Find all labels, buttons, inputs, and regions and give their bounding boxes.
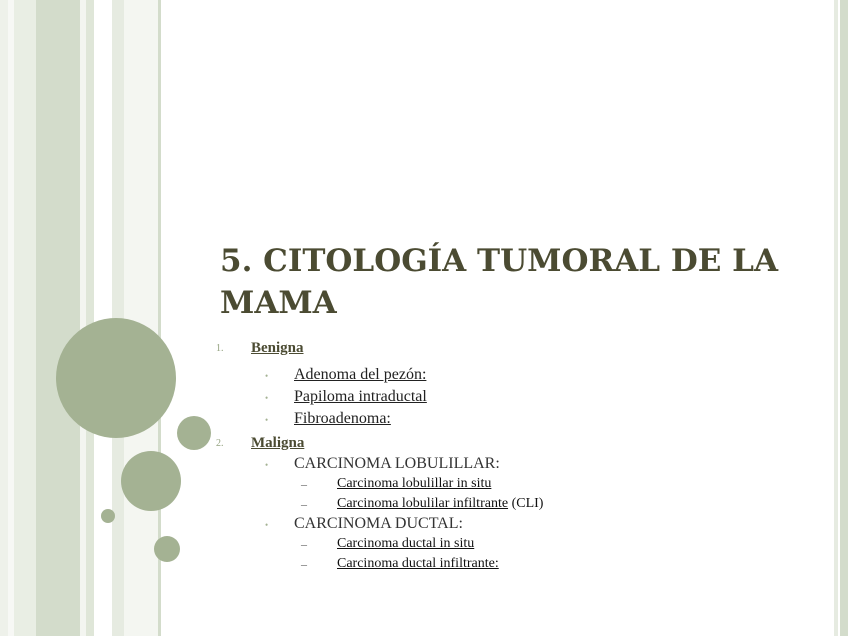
list-item-carcinoma-lobulillar: CARCINOMA LOBULILLAR: [294, 455, 500, 472]
section-heading-maligna[interactable]: Maligna [251, 435, 305, 451]
link-carcinoma-lobulillar-in-situ[interactable]: Carcinoma lobulillar in situ [337, 476, 492, 491]
dash-icon: – [301, 497, 307, 511]
list-item-adenoma[interactable]: Adenoma del pezón: [294, 366, 427, 383]
slide-title-line-1: 5. CITOLOGÍA TUMORAL DE LA [220, 243, 778, 279]
sublist-item [337, 496, 543, 512]
sublist-item [337, 556, 499, 572]
list-item-fibroadenoma[interactable]: Fibroadenoma: [294, 410, 391, 427]
list-number: 1. [216, 343, 224, 354]
slide-title-line-2: MAMA [220, 285, 337, 321]
link-carcinoma-ductal-in-situ[interactable]: Carcinoma ductal in situ [337, 536, 475, 551]
dash-icon: – [301, 557, 307, 571]
list-item-carcinoma-ductal: CARCINOMA DUCTAL: [294, 515, 463, 532]
bullet-icon: • [265, 415, 269, 425]
link-carcinoma-lobulilar-infiltrante[interactable]: Carcinoma lobulilar infiltrante [337, 496, 509, 511]
bullet-icon: • [265, 520, 269, 530]
bullet-icon: • [265, 393, 269, 403]
sublist-suffix: (CLI) [508, 496, 544, 511]
section-heading-benigna[interactable]: Benigna [251, 340, 304, 356]
list-number: 2. [216, 438, 224, 449]
dash-icon: – [301, 537, 307, 551]
dash-icon: – [301, 477, 307, 491]
bullet-icon: • [265, 371, 269, 381]
link-carcinoma-ductal-infiltrante[interactable]: Carcinoma ductal infiltrante: [337, 556, 499, 571]
bullet-icon: • [265, 460, 269, 470]
sublist-item [337, 476, 491, 492]
sublist-item [337, 536, 474, 552]
list-item-papiloma[interactable]: Papiloma intraductal [294, 388, 427, 405]
